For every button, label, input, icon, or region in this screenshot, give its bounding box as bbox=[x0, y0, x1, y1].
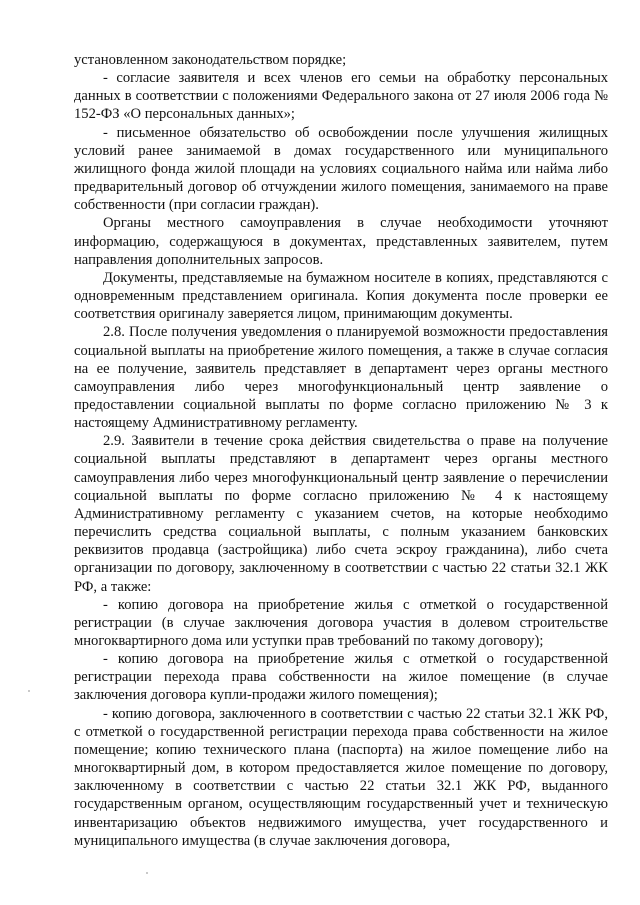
paragraph-continuation: установленном законодательством порядке; bbox=[74, 52, 347, 68]
paragraph-written-obligation: - письменное обязательство об освобождении после улучшения жилищных условий ранее занимаемой в домах государственного или муниципального жилищного фонда жилой площади на условиях социального найма или найма либо предварительный договор об отчуждении жилого помещения, занимаемого на праве собственности (при согласии граждан). bbox=[74, 124, 608, 214]
paragraph-consent-personal-data: - согласие заявителя и всех членов его семьи на обработку персональных данных в соответствии с положениями Федерального закона от 27 июля 2006 года № 152-ФЗ «О персональных данных»; bbox=[74, 70, 608, 123]
list-item-article-32-1: - копию договора, заключенного в соответствии с частью 22 статьи 32.1 ЖК РФ, с отметкой о государственной регистрации перехода права собственности на жилое помещение; копию технического плана (паспорта) на жилое помещение либо на многоквартирный дом, в котором предоставляется жилое помещение по договору, заключенному в соответствии с частью 22 статьи 32.1 ЖК РФ, выданного государственным органом, осуществляющим государственный учет и техническую инвентаризацию объектов недвижимого имущества, учет государственного и муниципального имущества (в случае заключения договора, bbox=[74, 705, 608, 849]
scan-speck bbox=[146, 872, 148, 874]
paragraph-2-9: 2.9. Заявители в течение срока действия свидетельства о праве на получение социальной выплаты представляют в департамент через органы местного самоуправления либо через многофункциональный центр заявление о перечислении социальной выплаты по форме согласно приложению № 4 к настоящему Административному регламенту с указанием счетов, на которые необходимо перечислить средства социальной выплаты, с полным указанием банковских реквизитов продавца (застройщика) либо счета эскроу гражданина), либо счета организации по договору, заключенному в соответствии с частью 22 статьи 32.1 ЖК РФ, а также: bbox=[74, 433, 608, 595]
list-item-shared-construction: - копию договора на приобретение жилья с отметкой о государственной регистрации (в случае заключения договора участия в долевом строительстве многоквартирного дома или уступки прав требований по такому договору); bbox=[74, 596, 608, 649]
paragraph-2-8: 2.8. После получения уведомления о планируемой возможности предоставления социальной выплаты на приобретение жилого помещения, а также в случае согласия на ее получение, заявитель представляет в департамент через органы местного самоуправления либо через многофункциональный центр заявление о предоставлении социальной выплаты по форме согласно приложению № 3 к настоящему Административному регламенту. bbox=[74, 324, 608, 432]
document-page bbox=[74, 51, 608, 850]
scan-speck bbox=[28, 690, 30, 692]
paragraph-local-authorities: Органы местного самоуправления в случае необходимости уточняют информацию, содержащуюся в документах, представленных заявителем, путем направления дополнительных запросов. bbox=[74, 215, 608, 268]
list-item-purchase-sale: - копию договора на приобретение жилья с отметкой о государственной регистрации перехода права собственности на жилое помещение (в случае заключения договора купли-продажи жилого помещения); bbox=[74, 651, 608, 704]
paragraph-paper-copies: Документы, представляемые на бумажном носителе в копиях, представляются с одновременным представлением оригинала. Копия документа после проверки ее соответствия оригиналу заверяется лицом, принимающим документы. bbox=[74, 269, 608, 323]
